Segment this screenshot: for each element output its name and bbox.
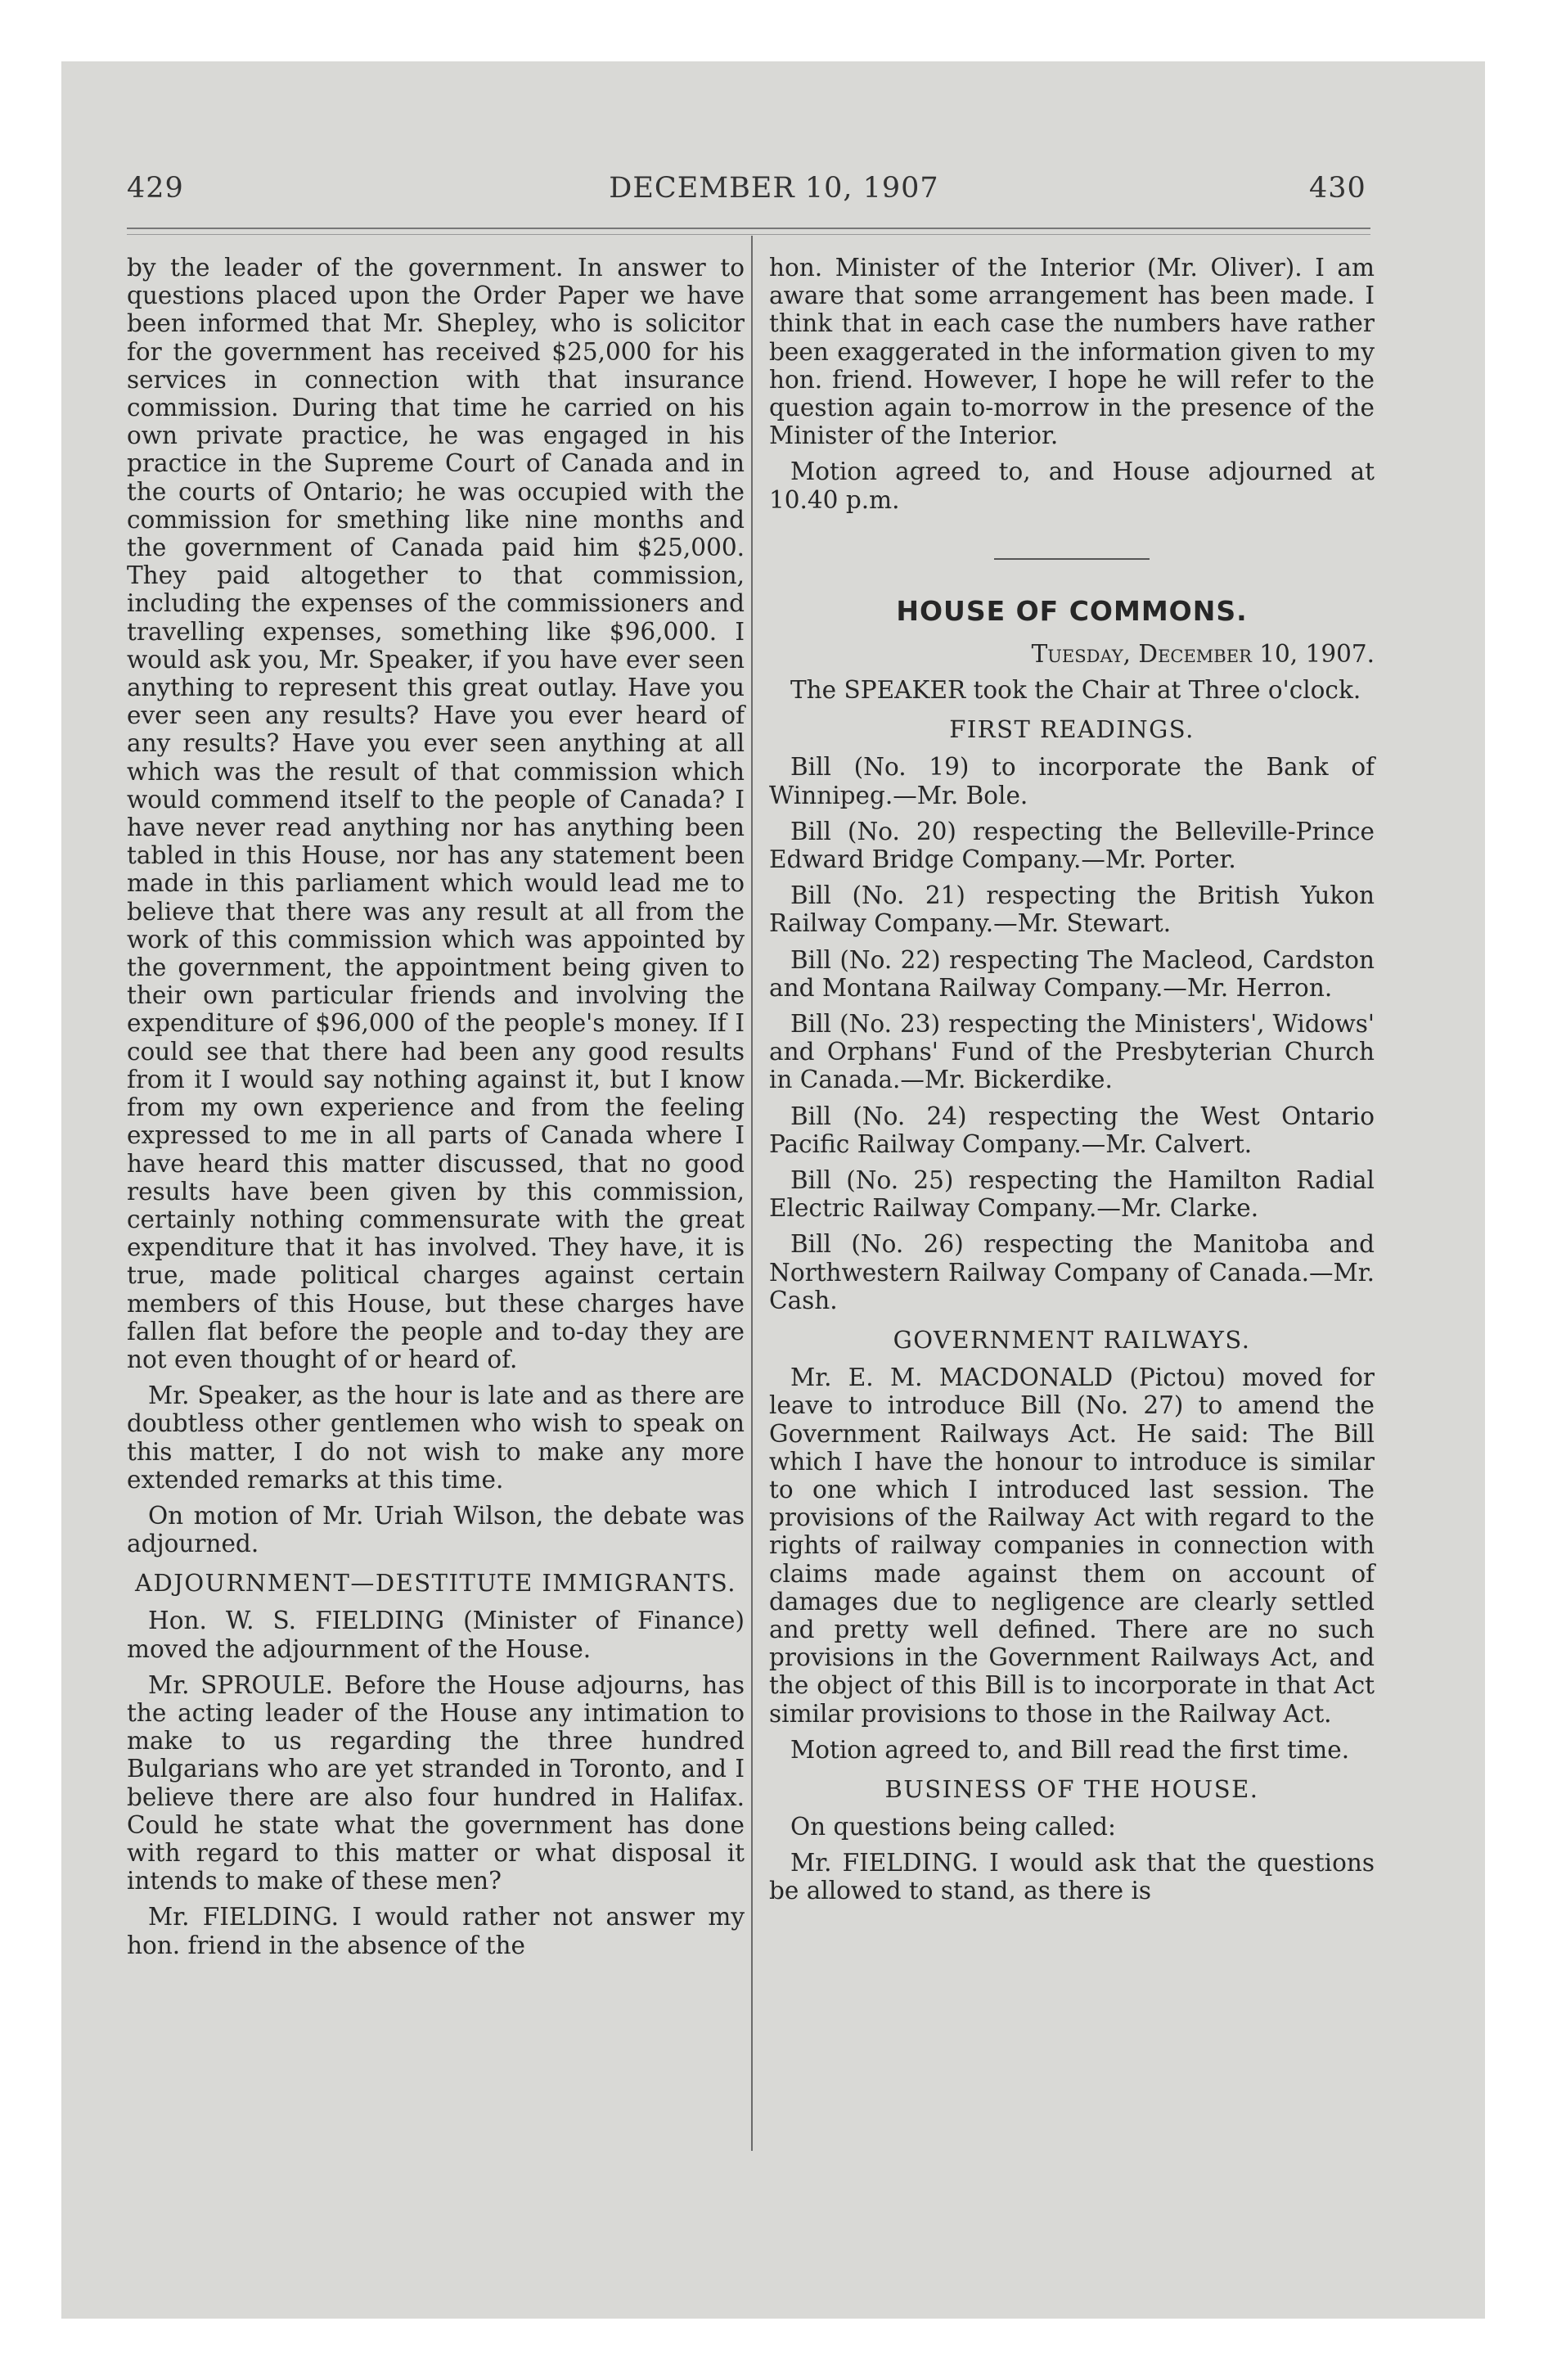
bill-entry: Bill (No. 22) respecting The Macleod, Cardston and Montana Railway Company.—Mr. Herron. [769, 945, 1375, 1002]
paragraph: by the leader of the government. In answer to questions placed upon the Order Paper we have been informed that Mr. Shepley, who is solicitor for the government has received $25,000 for his services in connection with that insurance commission. During that time he carried on his own private practice, he was engaged in his practice in the Supreme Court of Canada and in the courts of Ontario; he was occupied with the commission for smething like nine months and the government of Canada paid him $25,000. They paid altogether to that commission, including the expenses of the commissioners and travelling expenses, something like $96,000. I would ask you, Mr. Speaker, if you have ever seen anything to represent this great outlay. Have you ever seen any results? Have you ever heard of any results? Have you ever seen anything at all which was the result of that commission which would commend itself to the people of Canada? I have never read anything nor has anything been tabled in this House, nor has any statement been made in this parliament which would lead me to believe that there was any result at all from the work of this commission which was appointed by the government, the appointment being given to their own particular friends and involving the expenditure of $96,000 of the people's money. If I could see that there had been any good results from it I would say nothing against it, but I know from my own experience and from the feeling expressed to me in all parts of Canada where I have heard this matter discussed, that no good results have been given by this commission, certainly nothing commensurate with the great expenditure that it has involved. They have, it is true, made political charges against certain members of this House, but these charges have fallen flat before the people and to-day they are not even thought of or heard of. [127, 254, 745, 1373]
bill-entry: Bill (No. 21) respecting the British Yukon Railway Company.—Mr. Stewart. [769, 881, 1375, 938]
section-heading-government-railways: GOVERNMENT RAILWAYS. [893, 1326, 1251, 1355]
bill-entry: Bill (No. 19) to incorporate the Bank of Winnipeg.—Mr. Bole. [769, 753, 1375, 809]
paragraph: Mr. E. M. MACDONALD (Pictou) moved for leave to introduce Bill (No. 27) to amend the Government Railways Act. He said: The Bill which I have the honour to introduce is similar to one which I introduced last session. The provisions of the Railway Act with regard to the rights of railway companies in connection with claims made against them on account of damages due to negligence are clearly settled and pretty well defined. There are no such provisions in the Government Railways Act, and the object of this Bill is to incorporate in that Act similar provisions to those in the Railway Act. [769, 1364, 1375, 1728]
header-rule [127, 228, 1370, 229]
sitting-dateline: Tuesday, December 10, 1907. [1031, 640, 1375, 669]
paragraph: Hon. W. S. FIELDING (Minister of Finance) moved the adjournment of the House. [127, 1607, 745, 1663]
paragraph: Mr. FIELDING. I would ask that the questions be allowed to stand, as there is [769, 1849, 1375, 1905]
paragraph: Mr. FIELDING. I would rather not answer my hon. friend in the absence of the [127, 1903, 745, 1959]
section-heading-first-readings: FIRST READINGS. [949, 715, 1195, 744]
paragraph: The SPEAKER took the Chair at Three o'clock. [790, 676, 1361, 705]
page-number-left: 429 [127, 172, 184, 205]
bill-entry: Bill (No. 20) respecting the Belleville-Prince Edward Bridge Company.—Mr. Porter. [769, 817, 1375, 874]
section-heading-adjournment: ADJOURNMENT—DESTITUTE IMMIGRANTS. [135, 1569, 736, 1598]
bill-entry: Bill (No. 24) respecting the West Ontario Pacific Railway Company.—Mr. Calvert. [769, 1102, 1375, 1158]
paragraph: On motion of Mr. Uriah Wilson, the debate was adjourned. [127, 1501, 745, 1558]
paragraph: Mr. Speaker, as the hour is late and as there are doubtless other gentlemen who wish to speak on this matter, I do not wish to make any more extended remarks at this time. [127, 1382, 745, 1494]
bill-entry: Bill (No. 23) respecting the Ministers', Widows' and Orphans' Fund of the Presbyterian Church in Canada.—Mr. Bickerdike. [769, 1010, 1375, 1094]
section-heading-business: BUSINESS OF THE HOUSE. [884, 1774, 1259, 1803]
page-date-header: DECEMBER 10, 1907 [609, 172, 939, 205]
right-column [769, 254, 1375, 1913]
left-column [127, 254, 745, 1968]
paragraph: hon. Minister of the Interior (Mr. Oliver). I am aware that some arrangement has been made. I think that in each case the numbers have rather been exaggerated in the information given to my hon. friend. However, I hope he will refer to the question again to-morrow in the presence of the Minister of the Interior. [769, 254, 1375, 450]
house-of-commons-heading: HOUSE OF COMMONS. [896, 594, 1248, 627]
bill-entry: Bill (No. 26) respecting the Manitoba and Northwestern Railway Company of Canada.—Mr. Cash. [769, 1230, 1375, 1314]
column-divider [751, 236, 753, 2151]
bill-entry: Bill (No. 25) respecting the Hamilton Radial Electric Railway Company.—Mr. Clarke. [769, 1166, 1375, 1223]
page-number-right: 430 [1309, 172, 1366, 205]
paragraph: Motion agreed to, and Bill read the first time. [790, 1735, 1350, 1764]
paragraph: On questions being called: [790, 1812, 1116, 1841]
paragraph: Mr. SPROULE. Before the House adjourns, has the acting leader of the House any intimation to make to us regarding the three hundred Bulgarians who are yet stranded in Toronto, and I believe there are also four hundred in Halifax. Could he state what the government has done with regard to this matter or what disposal it intends to make of these men? [127, 1670, 745, 1895]
paragraph: Motion agreed to, and House adjourned at 10.40 p.m. [769, 458, 1375, 514]
header-rule-thin [127, 234, 1370, 235]
section-divider [994, 558, 1150, 560]
